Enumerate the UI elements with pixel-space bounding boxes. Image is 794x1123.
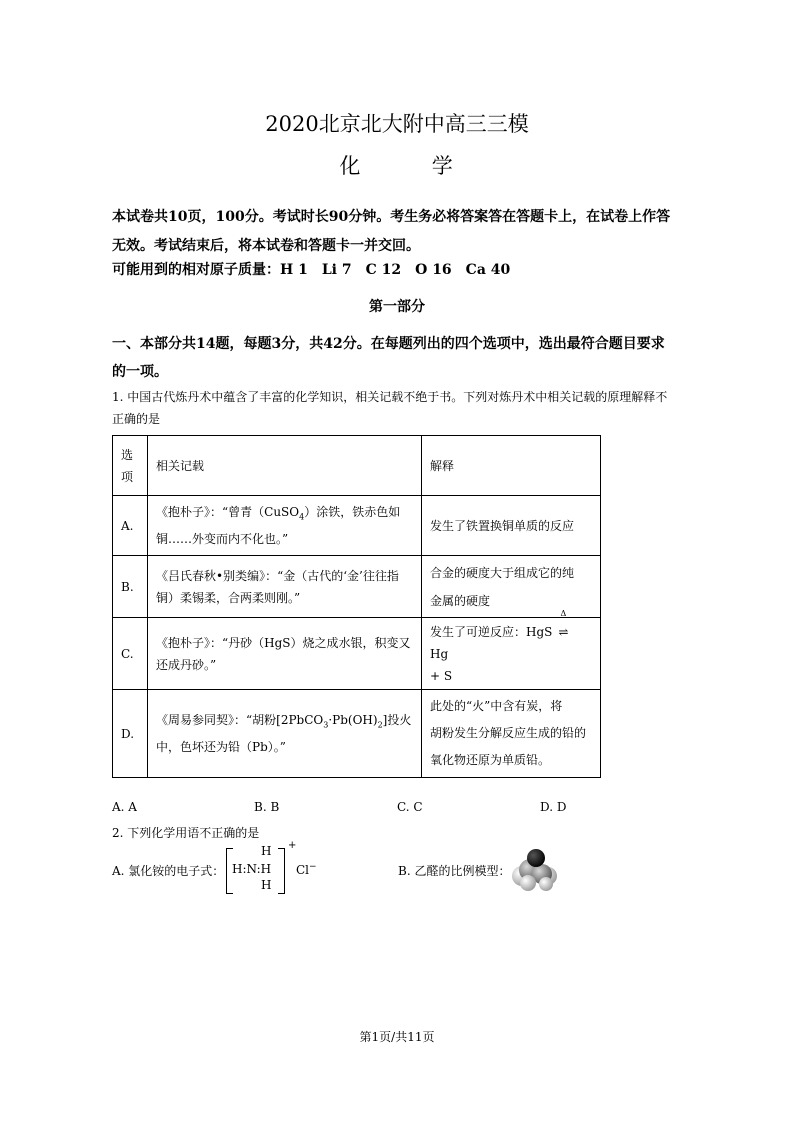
q1-stem-line-2: 正确的是 xyxy=(112,412,161,426)
record-subscript: 4 xyxy=(299,512,305,522)
formula-mid-row xyxy=(232,862,271,876)
explanation-text: 金属的硬度 xyxy=(430,593,491,608)
row-record xyxy=(148,690,422,778)
section-heading xyxy=(112,330,692,386)
subject-char-2: 学 xyxy=(431,154,455,178)
record-text: ·Pb(OH) xyxy=(328,712,378,727)
header-option xyxy=(113,436,148,496)
row-option: B. xyxy=(113,556,148,618)
record-text: 《周易参同契》：“胡粉[2PbCO xyxy=(156,712,324,727)
formula-h-bottom: H xyxy=(261,878,272,892)
row-option: D. xyxy=(113,690,148,778)
table-header-row xyxy=(113,436,601,496)
right-bracket xyxy=(278,848,285,894)
explanation-text: Hg xyxy=(430,646,449,661)
explanation-text: 氧化物还原为单质铅。 xyxy=(430,753,551,767)
q2-option-b-label: B. 乙醛的比例模型： xyxy=(398,864,511,878)
header-record: 相关记载 xyxy=(148,436,422,496)
part-heading: 第一部分 xyxy=(369,299,425,315)
equilibrium-arrow: ⇌ xyxy=(558,624,569,639)
row-record xyxy=(148,496,422,556)
formula-plus-charge: + xyxy=(288,840,297,851)
answer-option-b[interactable]: B. B xyxy=(254,800,280,814)
record-text: 《抱朴子》：“曾青（CuSO xyxy=(156,504,300,519)
record-text: ]投火 xyxy=(382,712,412,727)
exam-instructions xyxy=(112,203,692,261)
record-text: ）涂铁，铁赤色如 xyxy=(304,504,401,519)
row-record xyxy=(148,618,422,690)
q2-option-a-label: A. 氯化铵的电子式： xyxy=(112,864,225,878)
explanation-text: 发生了可逆反应：HgS xyxy=(430,624,553,639)
row-option: C. xyxy=(113,618,148,690)
section-line-2: 的一项。 xyxy=(112,364,168,380)
explanation-text: 胡粉发生分解反应生成的铅的 xyxy=(430,726,587,740)
page-footer: 第1页/共11页 xyxy=(359,1030,435,1044)
table-row xyxy=(113,496,601,556)
record-text: 《吕氏春秋•别类编》：“金（古代的‘金’往往指 xyxy=(156,568,399,583)
question-1-table xyxy=(112,435,601,778)
formula-cl: Cl xyxy=(296,863,310,877)
record-text: 铜）柔锡柔，合两柔则刚。” xyxy=(156,590,301,605)
header-option-a: 选 xyxy=(121,447,134,462)
exam-title: 2020北京北大附中高三三模 xyxy=(265,112,529,136)
formula-n: N xyxy=(246,862,257,876)
record-text: 《抱朴子》：“丹砂（HgS）烧之成水银，积变又 xyxy=(156,635,411,650)
atomic-mass-line: 可能用到的相对原子质量：H 1 Li 7 C 12 O 16 Ca 40 xyxy=(112,262,511,278)
subject-char-1: 化 xyxy=(339,154,363,178)
record-text: 还成丹砂。” xyxy=(156,657,217,672)
header-explanation: 解释 xyxy=(422,436,601,496)
table-row xyxy=(113,690,601,778)
row-explanation xyxy=(422,690,601,778)
row-explanation: 发生了铁置换铜单质的反应 xyxy=(422,496,601,556)
formula-h-top: H xyxy=(261,844,272,858)
question-2-stem: 2. 下列化学用语不正确的是 xyxy=(112,826,260,840)
instructions-line-2: 无效。考试结束后，将本试卷和答题卡一并交回。 xyxy=(112,238,420,254)
q1-stem-line-1: 1. 中国古代炼丹术中蕴含了丰富的化学知识，相关记载不绝于书。下列对炼丹术中相关记载的原理解释不 xyxy=(112,390,668,404)
formula-h-left: H: xyxy=(232,862,247,876)
table-row xyxy=(113,618,601,690)
section-line-1: 一、本部分共14题，每题3分，共42分。在每题列出的四个选项中，选出最符合题目要求 xyxy=(112,336,665,352)
acetaldehyde-space-filling-model-icon xyxy=(506,848,562,892)
record-text: 中，色坏还为铅（Pb）。” xyxy=(156,740,286,755)
record-text: 铜……外变而内不化也。” xyxy=(156,532,289,547)
record-subscript: 3 xyxy=(323,720,329,730)
question-1-stem xyxy=(112,386,692,430)
row-explanation xyxy=(422,608,601,690)
answer-option-a[interactable]: A. A xyxy=(112,800,137,814)
table-row xyxy=(113,556,601,618)
ammonium-chloride-electron-formula xyxy=(226,840,317,892)
explanation-text: 合金的硬度大于组成它的纯 xyxy=(430,565,575,580)
q2-option-b[interactable] xyxy=(398,862,510,879)
header-option-b: 项 xyxy=(121,469,134,484)
instructions-line-1: 本试卷共10页，100分。考试时长90分钟。考生务必将答案答在答题卡上，在试卷上作答 xyxy=(112,209,671,225)
heat-symbol: Δ xyxy=(560,608,567,618)
formula-h-right: :H xyxy=(256,862,272,876)
row-record xyxy=(148,556,422,618)
explanation-text: 此处的“火”中含有炭，将 xyxy=(430,699,563,713)
formula-minus-charge: − xyxy=(309,862,317,872)
reversible-arrow-icon xyxy=(552,608,574,643)
subject-title xyxy=(0,150,794,180)
formula-chloride xyxy=(296,862,317,877)
row-option: A. xyxy=(113,496,148,556)
answer-option-c[interactable]: C. C xyxy=(397,800,423,814)
explanation-text: + S xyxy=(430,668,453,683)
record-subscript: 2 xyxy=(377,720,383,730)
answer-option-d[interactable]: D. D xyxy=(540,800,567,814)
